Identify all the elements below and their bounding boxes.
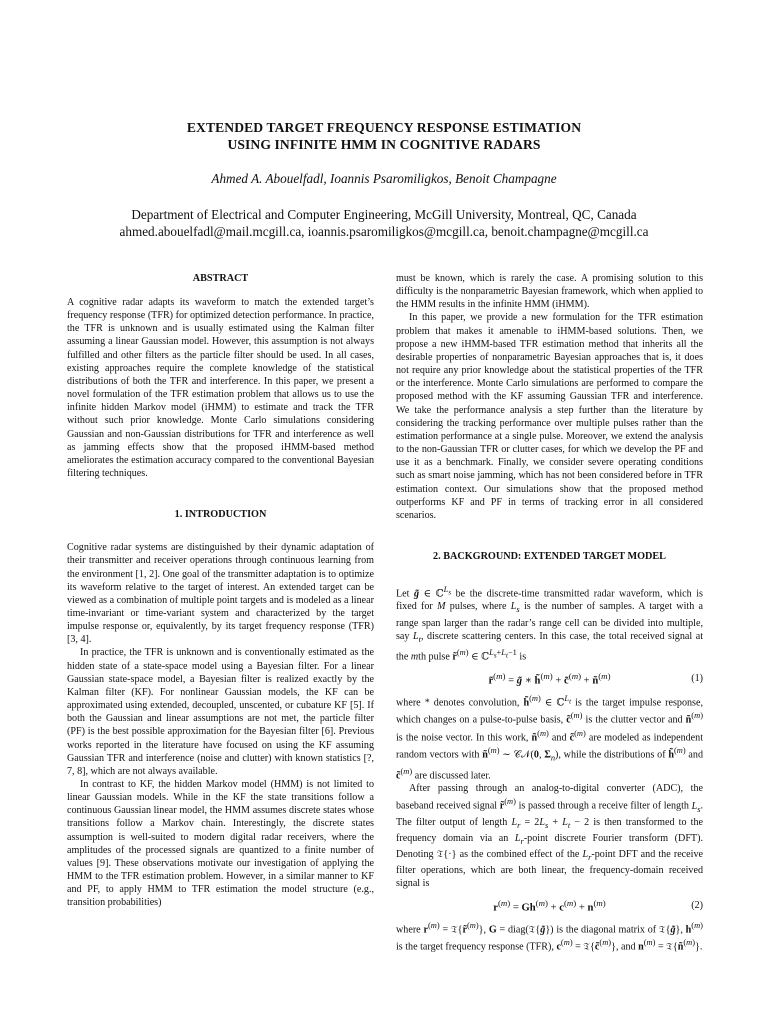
abstract-text: A cognitive radar adapts its waveform to match the extended target’s frequency response (TFR) for optimized detection performance. In practice, the TFR is unknown and is usually estimated using the Kalman filter assuming a linear Gaussian model. However, this assumption is not always fulfilled and other filters as the particle filter should be used. In all cases, existing approaches require the complete knowledge of the statistical distributions of both the TFR and interference. In this paper, we present a novel formulation of the TFR estimation problem that allows us to use the infinite hidden Markov model (iHMM) to estimate and track the TFR without such prior knowledge. Monte Carlo simulations considering Gaussian and non-Gaussian distributions for TFR and interference as well as jamming effects show that the proposed iHMM-based method ameliorates the estimation accuracy compared to the conventional Bayesian filtering techniques. bbox=[67, 297, 374, 480]
paper-title bbox=[60, 119, 708, 153]
equation-1-body: r̃$^{(m)}$ = g̃ ∗ h̃$^{(m)}$ + c̃$^{(m)}$ + $ñ^{(m)}$ bbox=[488, 670, 611, 687]
title-line-2: USING INFINITE HMM IN COGNITIVE RADARS bbox=[227, 137, 541, 152]
background-paragraph-2: where * denotes convolution, h̃$^{(m)}$ ∈ ℂ$^{L_t}$ is the target impulse response, which changes on a pulse-to-pulse basis, c̃$^{(m)}$ is the clutter vector and $ñ^{(m)}$ is the noise vector. In this work, $ñ^{(m)}$ and c̃$^{(m)}$ are modeled as independent random vectors with $ñ^{(m)}$ ∼ 𝒞𝒩(0, $\Sigma_n$), while the distributions of h̃$^{(m)}$ and c̃$^{(m)}$ are discussed later. bbox=[396, 693, 704, 781]
intro-paragraph-2: In practice, the TFR is unknown and is conventionally estimated as the hidden state of a state-space model using a Bayesian filter. For a linear Gaussian state-space model, a Bayesian filter is realized exactly by the Kalman filter (KF). For nonlinear Gaussian models, the KF can be approximated using extended, decoupled, unscented, or cubature KF [5]. If both the Gaussian and linear assumptions are not met, the particle filter (PF) is the best possible approximation for the Bayesian filter [6]. Previous works reported in the literature have focused on using the KF assuming Gaussian TFR and interference (noise and clutter) with known statistics [?, 7, 8], which are not always available. bbox=[67, 647, 374, 777]
author-list: Ahmed A. Abouelfadl, Ioannis Psaromiligkos, Benoit Champagne bbox=[211, 171, 557, 186]
background-heading: 2. BACKGROUND: EXTENDED TARGET MODEL bbox=[433, 550, 666, 562]
affiliation: Department of Electrical and Computer Engineering, McGill University, Montreal, QC, Canada bbox=[131, 207, 637, 222]
intro-paragraph-3: In contrast to KF, the hidden Markov model (HMM) is not limited to linear Gaussian models. While in the KF the state transitions follow a continuous Gaussian linear model, the HMM assumes discrete states whose transitions follow a Markov chain. Interestingly, the discrete states assumption is well-suited to modern digital radar receivers, where the amplitudes of the processed signals are quantized to a finite number of values [9]. These observations motivate our investigation of applying the HMM to the TFR estimation problem. However, in a similar manner to KF and PF, to apply HMM to TFR estimation the model structure (e.g., transition probabilities) bbox=[67, 779, 374, 909]
intro-paragraph-4: In this paper, we provide a new formulation for the TFR estimation problem that makes it amenable to iHMM-based solutions. Then, we propose a new iHMM-based TFR estimation method that inherits all the desirable properties of nonparametric Bayesian approaches that is, it does not require any prior knowledge about the statistical properties of the TFR or the interference. Monte Carlo simulations are performed to compare the proposed method with the KF assuming Gaussian TFR and interference. We take the performance analysis a step further than the literature by considering the tracking performance over multiple pulses rather than the estimation performance at a single pulse. Moreover, we extend the analysis to the non-Gaussian TFR or clutter cases, for which we develop the PF and use it as a benchmark. Finally, we consider severe operating conditions such as smart noise jamming, which has not been considered before in TFR estimation context. Our simulations show that the proposed method outperforms KF and PF in terms of tracking error in all considered scenarios. bbox=[396, 312, 703, 521]
background-paragraph-3: After passing through an analog-to-digital converter (ADC), the baseband received signal r̃$^{(m)}$ is passed through a receive filter of length $L_s$. The filter output of length $L_r = 2L_s + L_t - 2$ is then transformed to the frequency domain via an $L_r$-point discrete Fourier transform (DFT). Denoting 𝔗{·} as the combined effect of the $L_r$-point DFT and the receive filter operations, which are both linear, the frequency-domain received signal is bbox=[396, 783, 703, 890]
intro-paragraph-3-continued: must be known, which is rarely the case. A promising solution to this difficulty is the nonparametric Bayesian framework, which when applied to the HMM results in the infinite HMM (iHMM). bbox=[396, 273, 703, 311]
equation-2 bbox=[396, 897, 703, 915]
left-column bbox=[67, 272, 374, 910]
right-column bbox=[396, 272, 703, 954]
introduction-heading: 1. INTRODUCTION bbox=[174, 509, 267, 521]
equation-1 bbox=[396, 670, 703, 688]
equation-2-number: (2) bbox=[691, 899, 703, 911]
title-line-1: EXTENDED TARGET FREQUENCY RESPONSE ESTIMATION bbox=[186, 120, 582, 135]
affiliation-block bbox=[40, 206, 728, 240]
equation-1-number: (1) bbox=[691, 672, 703, 684]
background-paragraph-4: where $r^{(m)}$ = 𝔗{r̃$^{(m)}$}, G = diag(𝔗{g̃}) is the diagonal matrix of 𝔗{g̃}, $h^{(m)}$ is the target frequency response (TFR), $c^{(m)}$ = 𝔗{c̃$^{(m)}$}, and $n^{(m)}$ = $𝔗\{ñ^{(m)}\}$. bbox=[396, 920, 703, 953]
intro-paragraph-1: Cognitive radar systems are distinguished by their dynamic adaptation of their transmitter and receiver operations through continuous learning from the environment [1, 2]. One goal of the transmitter adaptation is to optimize its waveform relative to the target of interest. An extended target can be viewed as a combination of multiple point targets and is modeled as a linear time-invariant or time-variant system and characterized by the target impulse response or, equivalently, by its target frequency response (TFR) [3, 4]. bbox=[67, 542, 374, 646]
equation-2-body: $r^{(m)} = Gh^{(m)} + c^{(m)} + n^{(m)}$ bbox=[493, 897, 606, 914]
author-emails: ahmed.abouelfadl@mail.mcgill.ca, ioannis.psaromiligkos@mcgill.ca, benoit.champagne@mcgill.ca bbox=[119, 224, 649, 239]
abstract-heading: ABSTRACT bbox=[192, 273, 249, 284]
background-paragraph-1: Let g̃ ∈ ℂ$^{L_s}$ be the discrete-time transmitted radar waveform, which is fixed for M pulses, where $L_s$ is the number of samples. A target with a range span larger than the radar’s range cell can be divided into multiple, say $L_t$, discrete scattering centers. In this case, the total received signal at the mth pulse r̃$^{(m)}$ ∈ ℂ$^{L_s+L_t-1}$ is bbox=[396, 584, 704, 663]
